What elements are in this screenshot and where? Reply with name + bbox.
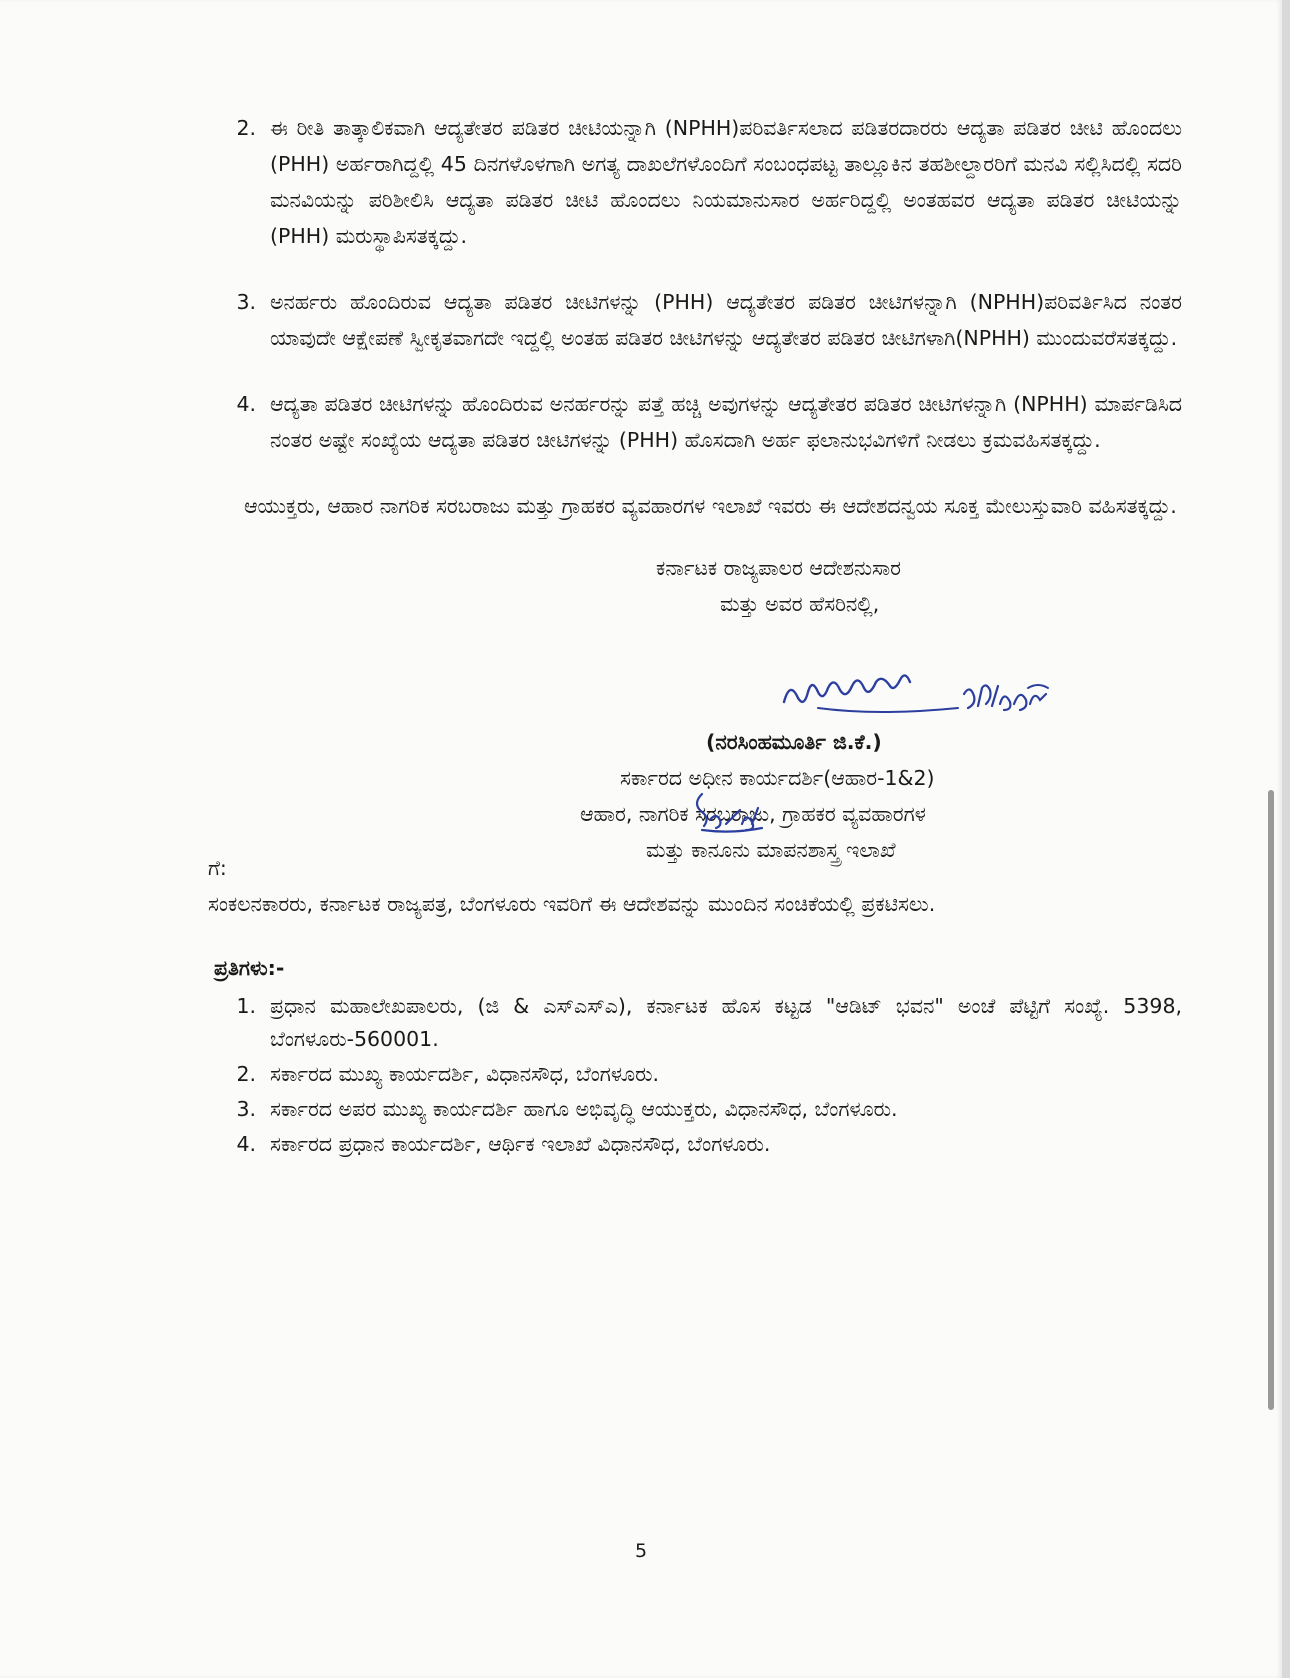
scrollbar[interactable] [1268,790,1274,1410]
item-number: 3. [236,290,256,314]
page-number: 5 [634,1540,648,1562]
list-item [208,110,1182,254]
signatory-name: (ನರಸಿಂಹಮೂರ್ತಿ ಜಿ.ಕೆ.) [706,730,882,754]
item-text: ಈ ರೀತಿ ತಾತ್ಕಾಲಿಕವಾಗಿ ಆದ್ಯತೇತರ ಪಡಿತರ ಚೀಟಿಯನ್ನಾಗಿ (NPHH)ಪರಿವರ್ತಿಸಲಾದ ಪಡಿತರದಾರರು ಆದ್ಯತಾ ಪಡಿತರ ಚೀಟಿ ಹೊಂದಲು (PHH) ಅರ್ಹರಾಗಿದ್ದಲ್ಲಿ 45 ದಿನಗಳೊಳಗಾಗಿ ಅಗತ್ಯ ದಾಖಲೆಗಳೊಂದಿಗೆ ಸಂಬಂಧಪಟ್ಟ ತಾಲ್ಲೂಕಿನ ತಹಶೀಲ್ದಾರರಿಗೆ ಮನವಿ ಸಲ್ಲಿಸಿದಲ್ಲಿ ಸದರಿ ಮನವಿಯನ್ನು ಪರಿಶೀಲಿಸಿ ಆದ್ಯತಾ ಪಡಿತರ ಚೀಟಿ ಹೊಂದಲು ನಿಯಮಾನುಸಾರ ಅರ್ಹರಿದ್ದಲ್ಲಿ ಅಂತಹವರ ಆದ್ಯತಾ ಪಡಿತರ ಚೀಟಿಯನ್ನು (PHH) ಮರುಸ್ಥಾಪಿಸತಕ್ಕದ್ದು. [270,116,1182,248]
to-recipient: ಸಂಕಲನಕಾರರು, ಕರ್ನಾಟಕ ರಾಜ್ಯಪತ್ರ, ಬೆಂಗಳೂರು ಇವರಿಗೆ ಈ ಆದೇಶವನ್ನು ಮುಂದಿನ ಸಂಚಿಕೆಯಲ್ಲಿ ಪ್ರಕಟಿಸಲು. [208,892,936,916]
item-text: ಸರ್ಕಾರದ ಪ್ರಧಾನ ಕಾರ್ಯದರ್ಶಿ, ಆರ್ಥಿಕ ಇಲಾಖೆ ವಿಧಾನಸೌಧ, ಬೆಂಗಳೂರು. [270,1132,771,1156]
item-text: ಸರ್ಕಾರದ ಮುಖ್ಯ ಕಾರ್ಯದರ್ಶಿ, ವಿಧಾನಸೌಧ, ಬೆಂಗಳೂರು. [270,1062,659,1086]
copies-heading: ಪ್ರತಿಗಳು:- [214,956,285,980]
item-number: 4. [236,1132,256,1156]
signature-block [208,550,1182,862]
directive-paragraph: ಆಯುಕ್ತರು, ಆಹಾರ ನಾಗರಿಕ ಸರಬರಾಜು ಮತ್ತು ಗ್ರಾಹಕರ ವ್ಯವಹಾರಗಳ ಇಲಾಖೆ ಇವರು ಈ ಆದೇಶದನ್ವಯ ಸೂಕ್ತ ಮೇಲುಸ್ತುವಾರಿ ವಹಿಸತಕ್ಕದ್ದು. [244,494,1177,518]
item-text: ಆದ್ಯತಾ ಪಡಿತರ ಚೀಟಿಗಳನ್ನು ಹೊಂದಿರುವ ಅನರ್ಹರನ್ನು ಪತ್ತೆ ಹಚ್ಚಿ ಅವುಗಳನ್ನು ಆದ್ಯತೇತರ ಪಡಿತರ ಚೀಟಿಗಳನ್ನಾಗಿ (NPHH) ಮಾರ್ಪಡಿಸಿದ ನಂತರ ಅಷ್ಟೇ ಸಂಖ್ಯೆಯ ಆದ್ಯತಾ ಪಡಿತರ ಚೀಟಿಗಳನ್ನು (PHH) ಹೊಸದಾಗಿ ಅರ್ಹ ಫಲಾನುಭವಿಗಳಿಗೆ ನೀಡಲು ಕ್ರಮವಹಿಸತಕ್ಕದ್ದು. [270,392,1182,452]
handwritten-initials [692,790,772,840]
signatory-department-2: ಮತ್ತು ಕಾನೂನು ಮಾಪನಶಾಸ್ತ್ರ ಇಲಾಖೆ [646,838,896,862]
signatory-department: ಆಹಾರ, ನಾಗರಿಕ ಸರಬರಾಜು, ಗ್ರಾಹಕರ ವ್ಯವಹಾರಗಳ [580,802,926,826]
item-number: 4. [236,392,256,416]
to-label: ಗೆ: [208,856,227,880]
signature-line-2: ಮತ್ತು ಅವರ ಹೆಸರಿನಲ್ಲಿ, [720,592,880,616]
list-item [208,1093,1182,1126]
handwritten-signature [778,664,1058,724]
item-text: ಅನರ್ಹರು ಹೊಂದಿರುವ ಆದ್ಯತಾ ಪಡಿತರ ಚೀಟಿಗಳನ್ನು (PHH) ಆದ್ಯತೇತರ ಪಡಿತರ ಚೀಟಿಗಳನ್ನಾಗಿ (NPHH)ಪರಿವರ್ತಿಸಿದ ನಂತರ ಯಾವುದೇ ಆಕ್ಷೇಪಣೆ ಸ್ವೀಕೃತವಾಗದೇ ಇದ್ದಲ್ಲಿ ಅಂತಹ ಪಡಿತರ ಚೀಟಿಗಳನ್ನು ಆದ್ಯತೇತರ ಪಡಿತರ ಚೀಟಿಗಳಾಗಿ(NPHH) ಮುಂದುವರೆಸತಕ್ಕದ್ದು. [270,290,1182,350]
item-text: ಪ್ರಧಾನ ಮಹಾಲೇಖಪಾಲರು, (ಜಿ & ಎಸ್ಎಸ್ಎ), ಕರ್ನಾಟಕ ಹೊಸ ಕಟ್ಟಡ "ಆಡಿಟ್ ಭವನ" ಅಂಚೆ ಪೆಟ್ಟಿಗೆ ಸಂಖ್ಯೆ. 5398, ಬೆಂಗಳೂರು-560001. [270,994,1182,1051]
list-item [208,386,1182,458]
list-item [208,1128,1182,1161]
list-item [208,284,1182,356]
signature-line-1: ಕರ್ನಾಟಕ ರಾಜ್ಯಪಾಲರ ಆದೇಶನುಸಾರ [656,556,901,580]
list-item [208,990,1182,1056]
item-number: 1. [236,994,256,1018]
document-body [208,110,1182,1163]
item-number: 3. [236,1097,256,1121]
list-item [208,1058,1182,1091]
item-number: 2. [236,116,256,140]
item-text: ಸರ್ಕಾರದ ಅಪರ ಮುಖ್ಯ ಕಾರ್ಯದರ್ಶಿ ಹಾಗೂ ಅಭಿವೃದ್ಧಿ ಆಯುಕ್ತರು, ವಿಧಾನಸೌಧ, ಬೆಂಗಳೂರು. [270,1097,898,1121]
item-number: 2. [236,1062,256,1086]
signatory-designation: ಸರ್ಕಾರದ ಅಧೀನ ಕಾರ್ಯದರ್ಶಿ(ಆಹಾರ-1&2) [620,766,935,790]
copies-list [208,990,1182,1161]
